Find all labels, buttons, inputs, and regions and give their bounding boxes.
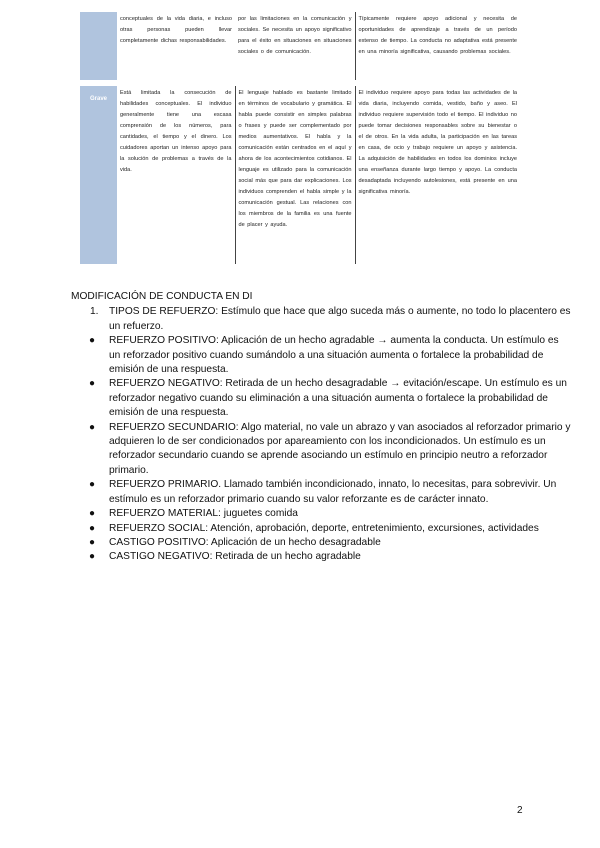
bullet-icon: ● [89,335,96,347]
numbered-list [71,305,571,334]
list-item-text: REFUERZO MATERIAL: juguetes comida [109,508,298,520]
bullet-icon: ● [89,522,96,534]
conceptual-domain-cell: Está limitada la consecución de habilidades conceptuales. El individuo generalmente tiene una escasa comprensión de los números, para cantidades, el tiempo y el dinero. Los cuidadores aportan un intenso apoyo para la solución de problemas a través de la vida. [120,90,232,173]
list-item-text: REFUERZO SECUNDARIO: Algo material, no vale un abrazo y van asociados al reforzador primario y adquieren lo de ser condicionados por apareamiento con los incondicionados. Un estímulo es un reforzador secundario cuando se aprende asociando un estímulo en principio neutro a reforzador primario. [109,421,571,476]
social-domain-cell: El lenguaje hablado es bastante limitado en términos de vocabulario y gramática. El habla puede consistir en simples palabras o frases y puede ser complementado por medios aumentativos. El habla y la comunicación están centrados en el aquí y ahora de los acontecimientos cotidianos. El lenguaje es utilizado para la comunicación social más que para dar explicaciones. Los individuos comprenden el habla simple y la comunicación gestual. Las relaciones con los miembros de la familia es una fuente de placer y ayuda. [235,86,355,264]
list-item [71,550,571,564]
list-item-text: TIPOS DE REFUERZO: Estímulo que hace que algo suceda más o aumente, no todo lo placentero es un refuerzo. [109,306,571,332]
list-item [71,334,571,377]
severity-level-cell: Grave [80,86,117,264]
list-item-text: REFUERZO PRIMARIO. Llamado también incondicionado, innato, lo necesitas, para sobrevivir. Un estímulo es un reforzador primario cuando su valor reforzante es de carácter innato. [109,479,557,505]
list-item [71,507,571,521]
bullet-icon: ● [89,508,96,520]
behaviour-modification-section [71,290,571,565]
table-row [80,12,520,80]
bullet-icon: ● [89,551,96,563]
bullet-icon: ● [89,421,96,433]
list-item [71,478,571,507]
severity-level-cell [80,12,117,80]
list-item-text: REFUERZO SOCIAL: Atención, aprobación, deporte, entretenimiento, excursiones, actividades [109,522,539,534]
social-domain-cell: por las limitaciones en la comunicación y sociales. Se necesita un apoyo significativo para el éxito en situaciones en situaciones sociales o de comunicación. [238,16,352,55]
list-item-text: REFUERZO POSITIVO: Aplicación de un hecho agradable → aumenta la conducta. Un estímulo es un reforzador positivo cuando sumándolo a una situación aumenta o fortalece la probabilidad de emisión de una respuesta. [109,335,559,376]
list-item [71,377,571,420]
list-item [90,305,571,334]
list-item [71,522,571,536]
section-heading: MODIFICACIÓN DE CONDUCTA EN DI [71,291,253,302]
list-item-text: REFUERZO NEGATIVO: Retirada de un hecho desagradable → evitación/escape. Un estímulo es un reforzador negativo cuando su eliminación a una situación aumenta o fortalece la probabilidad de emisión de una respuesta. [109,378,567,419]
bullet-icon: ● [89,479,96,491]
table-row [80,86,520,264]
list-number: 1. [90,306,99,318]
list-item-text: CASTIGO NEGATIVO: Retirada de un hecho agradable [109,551,361,563]
list-item-text: CASTIGO POSITIVO: Aplicación de un hecho desagradable [109,536,381,548]
bullet-icon: ● [89,378,96,390]
practical-domain-cell: Típicamente requiere apoyo adicional y necesita de oportunidades de aprendizaje a través de un período extenso de tiempo. La conducta no adaptativa está presente en una minoría significativa, causando problemas sociales. [355,12,520,80]
bullet-list [71,334,571,565]
bullet-icon: ● [89,536,96,548]
list-item [71,421,571,479]
practical-domain-cell: El individuo requiere apoyo para todas las actividades de la vida diaria, incluyendo comida, vestido, baño y aseo. El individuo requiere supervisión todo el tiempo. El individuo no puede tomar decisiones responsables sobre su bienestar o el de otros. En la vida adulta, la participación en las tareas en casa, de ocio y trabajo requiere un apoyo y asistencia. La adquisición de habilidades en todos los dominios incluye una enseñanza durante largo tiempo y apoyo. La conducta desadaptada incluyendo autolesiones, está presente en una significativa minoría. [355,86,520,264]
list-item [71,536,571,550]
severity-table [80,12,520,264]
page-number: 2 [517,805,523,816]
conceptual-domain-cell: conceptuales de la vida diaria, e incluso otras personas pueden llevar completamente dichas responsabilidades. [120,16,232,44]
